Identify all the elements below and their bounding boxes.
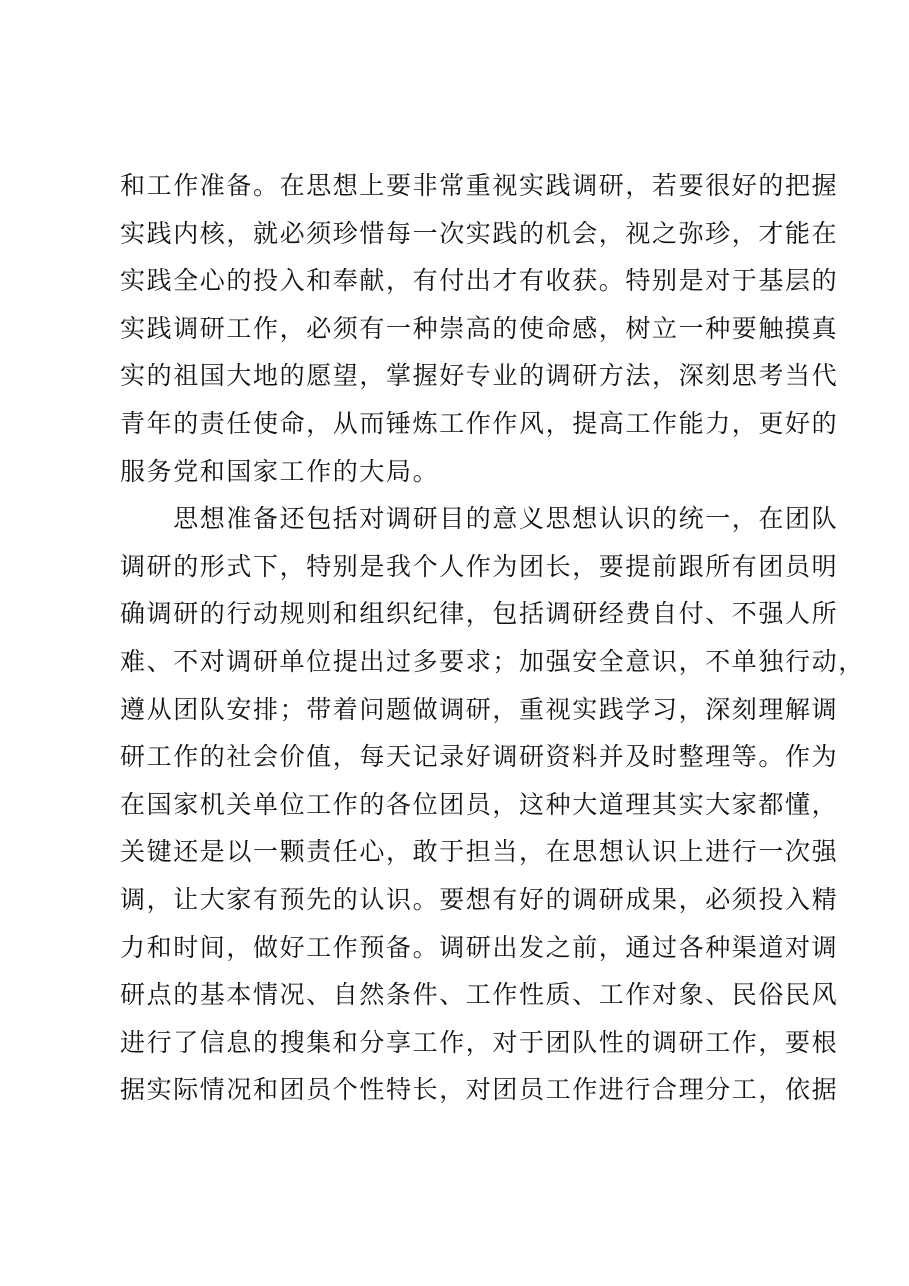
text-line: 研点的基本情况、自然条件、工作性质、工作对象、民俗民风 [120,980,839,1010]
text-line: 实践调研工作，必须有一种崇高的使命感，树立一种要触摸真 [120,313,839,343]
text-line: 实践内核，就必须珍惜每一次实践的机会，视之弥珍，才能在 [120,218,839,248]
text-line: 在国家机关单位工作的各位团员，这种大道理其实大家都懂， [120,789,839,819]
text-line: 调研的形式下，特别是我个人作为团长，要提前跟所有团员明 [120,551,839,581]
text-line: 和工作准备。在思想上要非常重视实践调研，若要很好的把握 [120,171,839,200]
text-line: 力和时间，做好工作预备。调研出发之前，通过各种渠道对调 [120,932,839,962]
text-line: 青年的责任使命，从而锤炼工作作风，提高工作能力，更好的 [120,408,839,438]
paragraph-1 [120,162,839,495]
text-line: 遵从团队安排；带着问题做调研，重视实践学习，深刻理解调 [120,694,839,724]
text-line: 据实际情况和团员个性特长，对团员工作进行合理分工，依据 [120,1075,839,1105]
text-line: 关键还是以一颗责任心，敢于担当，在思想认识上进行一次强 [120,837,839,867]
text-line: 思想准备还包括对调研目的意义思想认识的统一，在团队 [120,504,839,534]
text-line: 调，让大家有预先的认识。要想有好的调研成果，必须投入精 [120,884,839,914]
text-line: 确调研的行动规则和组织纪律，包括调研经费自付、不强人所 [120,599,839,629]
text-line: 实的祖国大地的愿望，掌握好专业的调研方法，深刻思考当代 [120,361,839,391]
text-line: 研工作的社会价值，每天记录好调研资料并及时整理等。作为 [120,742,839,772]
body-text [120,162,865,1114]
paragraph-2 [120,495,865,1114]
text-line: 进行了信息的搜集和分享工作，对于团队性的调研工作，要根 [120,1027,839,1057]
text-line: 难、不对调研单位提出过多要求；加强安全意识，不单独行动， [120,646,865,676]
text-line: 实践全心的投入和奉献，有付出才有收获。特别是对于基层的 [120,266,839,296]
text-line: 服务党和国家工作的大局。 [120,456,440,486]
